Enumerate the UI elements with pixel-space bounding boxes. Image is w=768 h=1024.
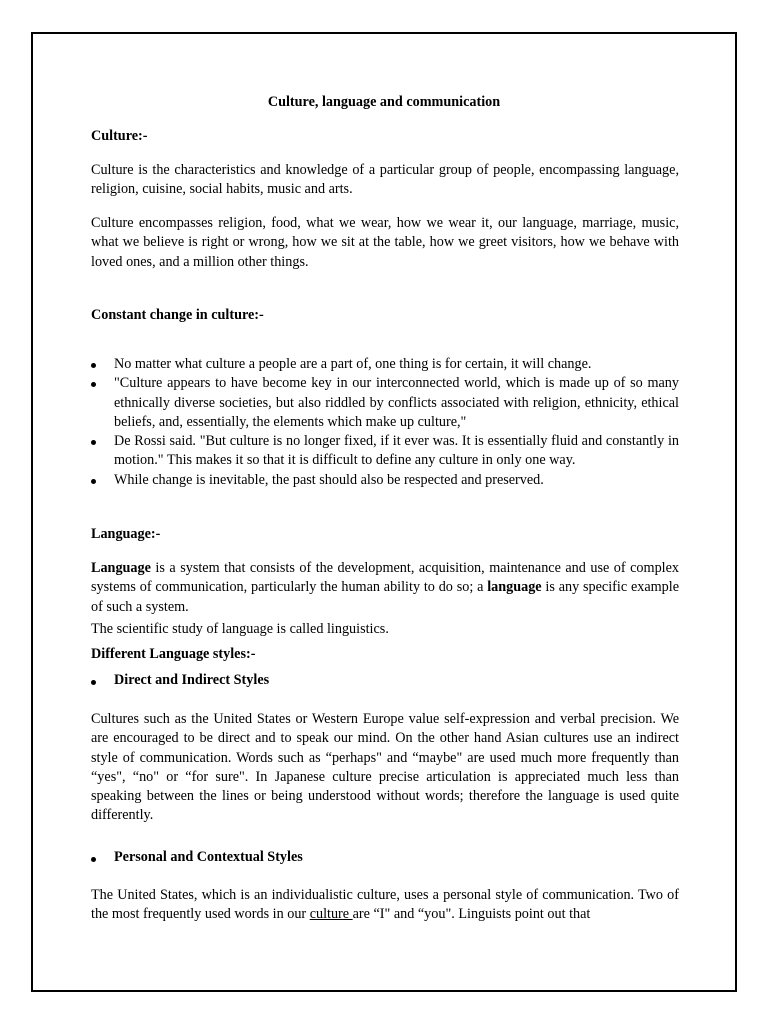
style-direct-indirect-heading: Direct and Indirect Styles: [91, 672, 679, 689]
language-heading: Language:-: [91, 526, 161, 542]
list-item: "Culture appears to have become key in our interconnected world, which is made up of so many ethnically diverse societies, but also riddled by conflicts associated with religion, ethnicity, ethical beliefs, and, essentially, the elements which make up culture,": [91, 374, 679, 432]
list-item: While change is inevitable, the past should also be respected and preserved.: [91, 471, 679, 490]
bullet-icon: [91, 440, 96, 445]
bullet-icon: [91, 363, 96, 368]
bullet-icon: [91, 680, 96, 685]
culture-paragraph-1: Culture is the characteristics and knowledge of a particular group of people, encompassing language, religion, cuisine, social habits, music and arts.: [91, 162, 679, 198]
document-title: Culture, language and communication: [267, 94, 501, 110]
culture-heading: Culture:-: [91, 128, 148, 144]
bullet-icon: [91, 382, 96, 387]
change-bullet-list: [91, 355, 679, 490]
bullet-icon: [91, 857, 96, 862]
bullet-icon: [91, 479, 96, 484]
style-direct-indirect-paragraph: Cultures such as the United States or Western Europe value self-expression and verbal precision. We are encouraged to be direct and to speak our mind. On the other hand Asian cultures use an indirect style of communication. Words such as “perhaps" and “maybe" are used much more frequently than “yes", “no" or “for sure". In Japanese culture precise articulation is appreciated much less than speaking between the lines or being understood without words; therefore the language is used quite differently.: [91, 711, 679, 824]
style-personal-contextual-heading: Personal and Contextual Styles: [91, 849, 679, 866]
style-personal-contextual-paragraph: The United States, which is an individualistic culture, uses a personal style of communication. Two of the most frequently used words in our culture are “I" and “you". Linguists point out that: [91, 887, 679, 923]
list-item: De Rossi said. "But culture is no longer fixed, if it ever was. It is essentially fluid and constantly in motion." This makes it so that it is difficult to define any culture in only one way.: [91, 432, 679, 471]
change-heading: Constant change in culture:-: [91, 307, 264, 323]
language-paragraph-2: The scientific study of language is called linguistics.: [91, 621, 389, 637]
list-item: No matter what culture a people are a part of, one thing is for certain, it will change.: [91, 355, 679, 374]
styles-heading: Different Language styles:-: [91, 646, 256, 662]
language-paragraph-1: Language is a system that consists of the development, acquisition, maintenance and use of complex systems of communication, particularly the human ability to do so; a language is any specific example of such a system.: [91, 560, 679, 615]
culture-paragraph-2: Culture encompasses religion, food, what we wear, how we wear it, our language, marriage, music, what we believe is right or wrong, how we sit at the table, how we greet visitors, how we behave with loved ones, and a million other things.: [91, 215, 679, 270]
culture-link[interactable]: culture: [309, 906, 353, 923]
document-page: [31, 32, 737, 992]
